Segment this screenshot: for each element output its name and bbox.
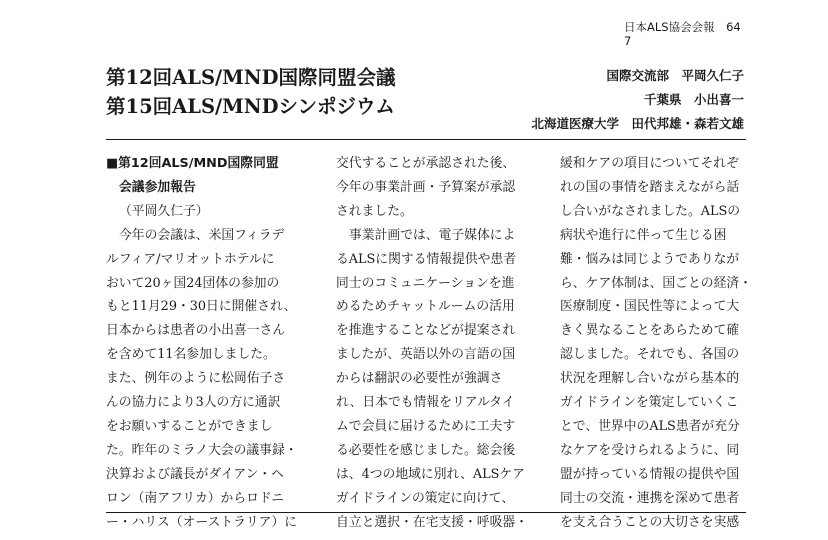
text-line: ガイドラインの策定に向けて、 xyxy=(336,490,515,506)
page-header xyxy=(624,20,744,48)
text-line: んの協力により3人の方に通訳 xyxy=(106,395,281,411)
title-line-1: 第12回ALS/MND国際同盟会議 xyxy=(106,66,396,89)
text-line: めるためチャットルームの活用 xyxy=(336,299,515,315)
text-line: 盟が持っている情報の提供や国 xyxy=(560,466,740,482)
text-line: 病状や進行に伴って生じる困 xyxy=(560,227,727,243)
bottom-divider xyxy=(106,512,746,513)
text-line: をお願いすることができまし xyxy=(106,418,273,434)
text-line: 交代することが承認された後、 xyxy=(336,156,516,171)
text-line: また、例年のように松岡佑子さ xyxy=(106,371,286,387)
text-line: とで、世界中のALS患者が充分 xyxy=(560,418,740,434)
text-line: を推進することなどが提案され xyxy=(336,323,516,339)
text-line: 認しました。それでも、各国の xyxy=(560,347,740,363)
text-line: ー・ハリス（オーストラリア）に xyxy=(106,514,298,530)
text-line: 緩和ケアの項目についてそれぞ xyxy=(560,156,739,171)
text-line: を含めて11名参加しました。 xyxy=(106,347,276,363)
column-1 xyxy=(106,152,298,535)
text-line: 自立と選択・在宅支援・呼吸器・ xyxy=(336,514,528,530)
text-line: る必要性を感じました。総会後 xyxy=(336,442,516,458)
text-line: は、4つの地域に別れ、ALSケア xyxy=(336,466,525,482)
text-line: ガイドラインを策定していくこ xyxy=(560,395,739,411)
section-author: （平岡久仁子） xyxy=(119,203,209,219)
issue-number: 7 xyxy=(624,34,632,48)
text-line: れの国の事情を踏まえながら話 xyxy=(560,179,740,195)
text-line: ましたが、英語以外の言語の国 xyxy=(336,347,516,363)
text-line: ロン（南アフリカ）からロドニ xyxy=(106,490,285,506)
text-line: 難・悩みは同じようでありなが xyxy=(560,251,740,267)
text-line: おいて20ヶ国24団体の参加の xyxy=(106,275,280,291)
text-line: ルフィア/マリオットホテルに xyxy=(106,251,275,267)
text-line: 今年の事業計画・予算案が承認 xyxy=(336,179,516,195)
article-title xyxy=(106,63,396,121)
author-2: 千葉県 小出喜一 xyxy=(643,92,744,107)
column-3 xyxy=(560,152,752,535)
author-list xyxy=(531,64,744,136)
text-line: を支え合うことの大切さを実感 xyxy=(560,514,740,530)
text-line: もと11月29・30日に開催され、 xyxy=(106,299,297,315)
text-line: し合いがなされました。ALSの xyxy=(560,203,741,219)
text-line: た。昨年のミラノ大会の議事録・ xyxy=(106,442,298,458)
section-heading: ■第12回ALS/MND国際同盟 xyxy=(106,156,279,171)
publication-name: 日本ALS協会会報 64 xyxy=(624,20,741,34)
text-line: 同士の交流・連携を深めて患者 xyxy=(560,490,740,506)
text-line: されました。 xyxy=(336,203,413,219)
text-line: きく異なることをあらためて確 xyxy=(560,323,740,339)
column-2 xyxy=(336,152,528,535)
text-line: 日本からは患者の小出喜一さん xyxy=(106,323,286,339)
section-heading-cont: 会議参加報告 xyxy=(119,179,196,195)
text-line: 同士のコミュニケーションを進 xyxy=(336,275,515,291)
text-line: 決算および議長がダイアン・ヘ xyxy=(106,466,285,482)
text-line: ムで会員に届けるために工夫す xyxy=(336,418,516,434)
author-3: 北海道医療大学 田代邦雄・森若文雄 xyxy=(531,116,744,131)
text-line: 事業計画では、電子媒体によ xyxy=(349,227,516,243)
title-line-2: 第15回ALS/MNDシンポジウム xyxy=(106,95,395,118)
top-divider xyxy=(106,139,746,140)
text-line: 状況を理解し合いながら基本的 xyxy=(560,371,740,387)
text-line: 今年の会議は、米国フィラデ xyxy=(119,227,285,243)
text-line: なケアを受けられるように、同 xyxy=(560,442,740,458)
text-line: からは翻訳の必要性が強調さ xyxy=(336,371,503,387)
text-line: るALSに関する情報提供や患者 xyxy=(336,251,517,267)
author-1: 国際交流部 平岡久仁子 xyxy=(606,68,744,83)
text-line: ら、ケア体制は、国ごとの経済・ xyxy=(560,275,752,291)
text-line: れ、日本でも情報をリアルタイ xyxy=(336,395,515,411)
text-line: 医療制度・国民性等によって大 xyxy=(560,299,740,315)
